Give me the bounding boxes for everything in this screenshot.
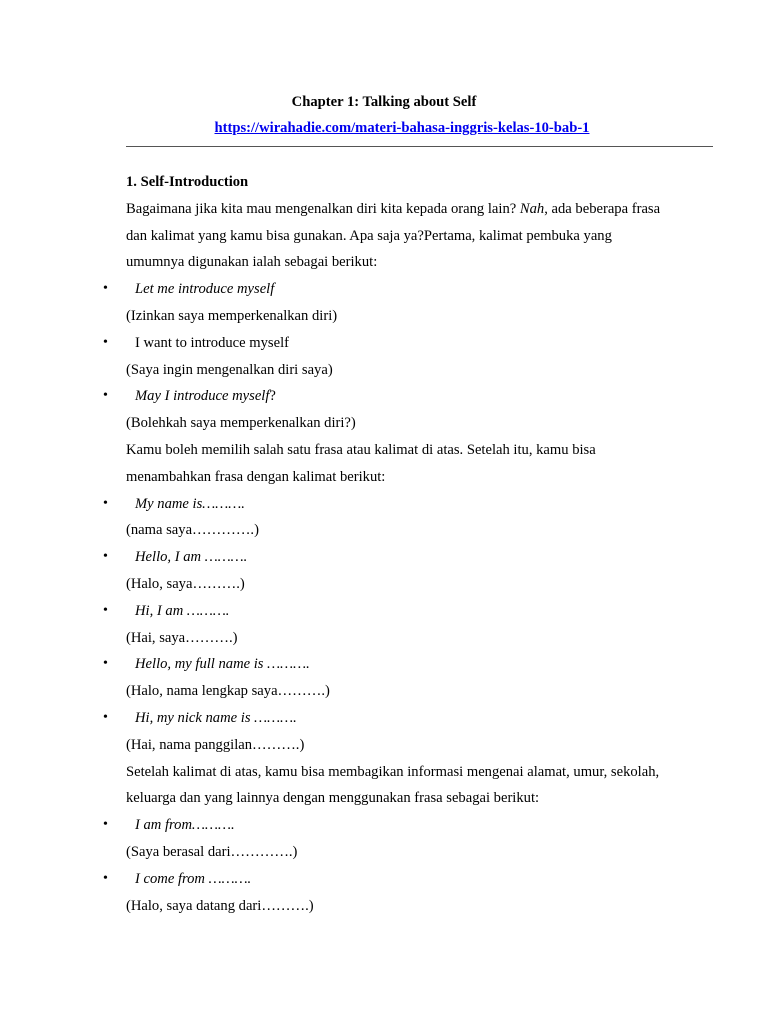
- translation-line: (nama saya………….): [126, 522, 259, 539]
- translation-line: (Saya ingin mengenalkan diri saya): [126, 361, 333, 378]
- translation-line: (Halo, nama lengkap saya……….): [126, 683, 330, 700]
- paragraph-line: umumnya digunakan ialah sebagai berikut:: [126, 254, 378, 271]
- list-item: [103, 491, 706, 518]
- bullet-icon: •: [103, 817, 108, 833]
- english-phrase: I am from……….: [135, 817, 235, 834]
- translation-line: (Hai, nama panggilan……….): [126, 736, 305, 753]
- list-item: [103, 705, 706, 732]
- horizontal-rule: [126, 146, 713, 147]
- paragraph-line: dan kalimat yang kamu bisa gunakan. Apa saja ya?Pertama, kalimat pembuka yang: [126, 227, 612, 244]
- bullet-icon: •: [103, 495, 108, 511]
- source-link-container: [52, 119, 752, 137]
- english-phrase: Hi, I am ……….: [135, 602, 230, 619]
- paragraph-line: [126, 196, 706, 223]
- section-heading: 1. Self-Introduction: [126, 174, 249, 190]
- source-link[interactable]: https://wirahadie.com/materi-bahasa-inggris-kelas-10-bab-1: [214, 120, 590, 136]
- english-phrase: My name is……….: [135, 495, 245, 512]
- paragraph-line: keluarga dan yang lainnya dengan menggunakan frasa sebagai berikut:: [126, 790, 540, 807]
- list-item: [103, 866, 706, 893]
- bullet-icon: •: [103, 870, 108, 886]
- paragraph-line: Kamu boleh memilih salah satu frasa atau kalimat di atas. Setelah itu, kamu bisa: [126, 441, 596, 458]
- document-title: Chapter 1: Talking about Self: [291, 94, 477, 110]
- translation-line: (Saya berasal dari………….): [126, 843, 298, 860]
- bullet-icon: •: [103, 549, 108, 565]
- text-run: , ada beberapa frasa: [544, 200, 661, 217]
- translation-line: (Hai, saya……….): [126, 629, 238, 646]
- list-item: [103, 598, 706, 625]
- document-body: [103, 169, 706, 919]
- list-item: [103, 330, 706, 357]
- list-item: [103, 276, 706, 303]
- bullet-icon: •: [103, 281, 108, 297]
- list-item: [103, 812, 706, 839]
- paragraph-line: Setelah kalimat di atas, kamu bisa membagikan informasi mengenai alamat, umur, sekolah,: [126, 763, 660, 780]
- translation-line: (Halo, saya……….): [126, 575, 245, 592]
- english-phrase: Hello, my full name is ……….: [135, 656, 310, 673]
- paragraph-line: menambahkan frasa dengan kalimat berikut:: [126, 468, 386, 485]
- bullet-icon: •: [103, 388, 108, 404]
- english-phrase: I come from ……….: [135, 870, 252, 887]
- translation-line: (Izinkan saya memperkenalkan diri): [126, 307, 338, 324]
- english-phrase: Hi, my nick name is ……….: [135, 709, 297, 726]
- english-phrase: I want to introduce myself: [135, 334, 290, 351]
- translation-line: (Bolehkah saya memperkenalkan diri?): [126, 415, 356, 432]
- bullet-icon: •: [103, 602, 108, 618]
- bullet-icon: •: [103, 334, 108, 350]
- list-item: [103, 544, 706, 571]
- english-phrase-tail: ?: [269, 388, 276, 405]
- bullet-icon: •: [103, 709, 108, 725]
- text-run: Bagaimana jika kita mau mengenalkan diri kita kepada orang lain?: [126, 200, 520, 217]
- text-run-italic: Nah: [519, 200, 545, 217]
- list-item: [103, 383, 706, 410]
- english-phrase: May I introduce myself: [135, 388, 270, 405]
- english-phrase: Hello, I am ……….: [135, 549, 248, 566]
- bullet-icon: •: [103, 656, 108, 672]
- english-phrase: Let me introduce myself: [135, 281, 275, 298]
- translation-line: (Halo, saya datang dari……….): [126, 897, 314, 914]
- list-item: [103, 651, 706, 678]
